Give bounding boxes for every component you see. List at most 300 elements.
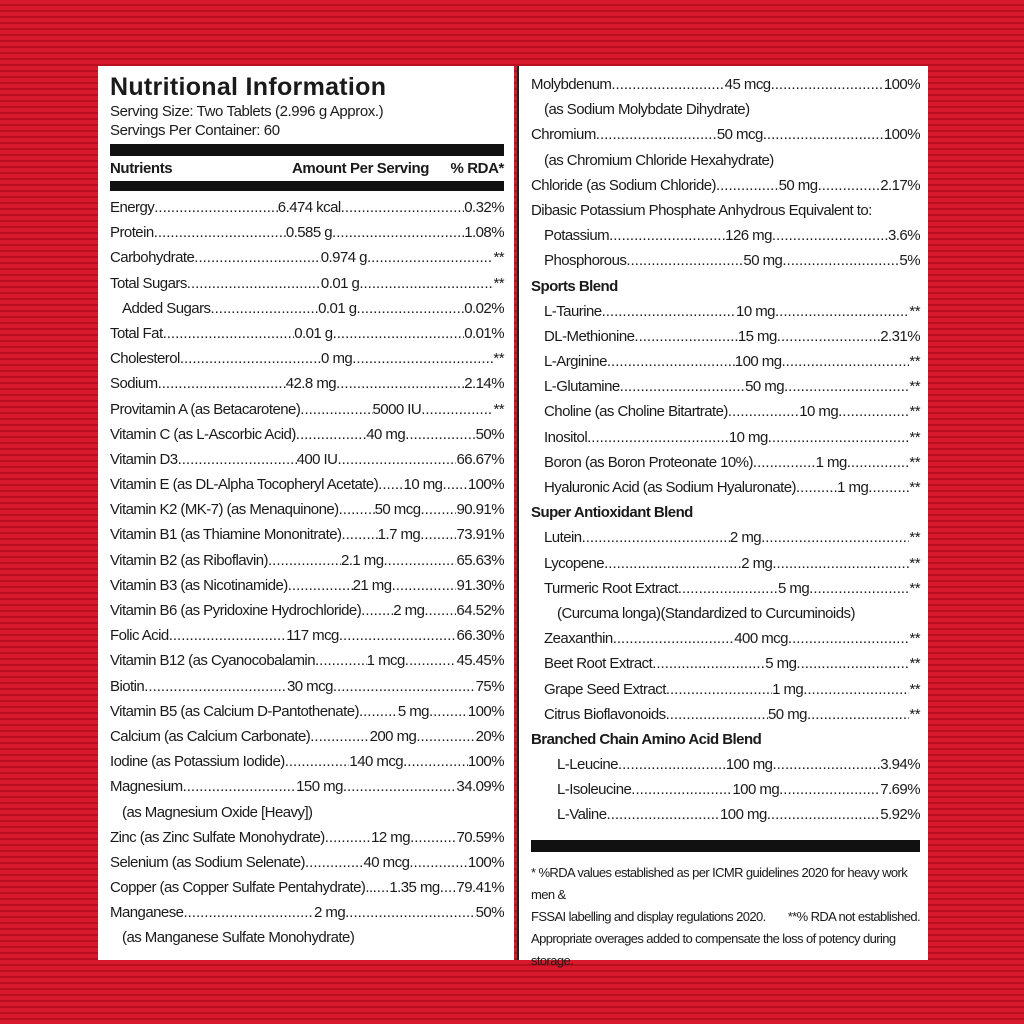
nutrient-rda: ** [909, 403, 921, 421]
nutrient-row [110, 598, 504, 623]
dot-leader [268, 548, 341, 573]
footnote-line: Appropriate overages added to compensate the loss of potency during storage. [531, 930, 896, 968]
nutrient-rda: 90.91% [456, 501, 505, 519]
nutrient-rda: ** [909, 630, 921, 648]
dot-leader [788, 626, 910, 651]
nutrient-amount: 0 mg [321, 350, 353, 368]
nutrient-row [110, 422, 504, 447]
footnote-line: FSSAI labelling and display regulations 2020. [531, 908, 766, 924]
nutrient-rda: ** [493, 350, 504, 368]
serving-size: Serving Size: Two Tablets (2.996 g Approx.) [110, 103, 384, 120]
dot-leader [809, 576, 909, 601]
dot-leader [442, 472, 467, 497]
nutrient-rda: 1.08% [464, 224, 504, 242]
nutrient-label: Branched Chain Amino Acid Blend [531, 730, 762, 748]
nutrient-rda: ** [909, 453, 920, 471]
dot-leader [784, 374, 909, 399]
dot-leader [666, 677, 772, 702]
nutrient-row [110, 195, 504, 220]
nutrient-amount: 1 mg [815, 453, 847, 471]
dot-leader [582, 525, 730, 550]
nutrient-amount: 12 mg [371, 828, 411, 846]
nutrient-label: Folic Acid [110, 627, 169, 645]
nutrient-amount: 5000 IU [372, 400, 422, 418]
divider-bar [531, 840, 920, 852]
nutrient-label: Beet Root Extract [544, 655, 653, 673]
nutrient-label: Zeaxanthin [544, 630, 613, 648]
nutrient-rda: 50% [475, 425, 504, 443]
nutrient-label: Choline (as Choline Bitartrate) [544, 403, 728, 421]
nutrient-row [110, 623, 504, 648]
dot-leader [613, 626, 735, 651]
nutrient-amount: 21 mg [352, 576, 392, 594]
dot-leader [847, 450, 910, 475]
nutrient-row [531, 148, 920, 173]
nutrient-rda: ** [909, 479, 920, 496]
nutrient-rda: ** [909, 378, 920, 396]
dot-leader [868, 475, 909, 500]
dot-leader [618, 752, 726, 777]
dot-leader [359, 271, 493, 296]
nutrient-row [531, 248, 920, 273]
nutrient-label: Zinc (as Zinc Sulfate Monohydrate) [110, 828, 325, 846]
nutrient-amount: 126 mg [725, 227, 772, 245]
dot-leader [367, 245, 493, 270]
nutrient-label: Provitamin A (as Betacarotene) [110, 400, 301, 418]
nutrient-row [531, 324, 920, 349]
nutrient-row [531, 752, 920, 777]
nutrient-rda: 100% [467, 753, 504, 771]
dot-leader [421, 397, 493, 422]
nutrient-rda: 2.14% [464, 375, 504, 393]
nutrient-rda: 2.31% [880, 327, 920, 345]
nutrient-rda: ** [909, 529, 920, 547]
nutrient-label: Selenium (as Sodium Selenate) [110, 853, 305, 871]
nutrient-list-left [110, 195, 504, 951]
nutrient-rda: 70.59% [456, 828, 505, 846]
dot-leader [620, 374, 745, 399]
dot-leader [803, 677, 909, 702]
nutrient-row [531, 425, 920, 450]
nutrient-rda: 50% [475, 904, 505, 922]
dot-leader [325, 825, 371, 850]
dot-leader [782, 248, 899, 273]
dot-leader [384, 548, 457, 573]
nutrient-row [531, 450, 920, 475]
nutrient-amount: 100 mg [732, 781, 780, 799]
dot-leader [332, 220, 464, 245]
nutrient-rda: ** [493, 400, 505, 418]
dot-leader [345, 900, 476, 925]
nutrient-row [110, 271, 504, 296]
nutrient-row [110, 447, 504, 472]
nutrient-row [110, 573, 504, 598]
nutrient-label: Cholesterol [110, 350, 180, 368]
dot-leader [772, 551, 909, 576]
nutrient-row [110, 925, 504, 950]
nutrient-amount: 50 mg [768, 705, 807, 723]
nutrient-amount: 50 mcg [374, 501, 421, 519]
nutrient-amount: 15 mg [737, 327, 777, 345]
dot-leader [440, 875, 457, 900]
servings-per-container: Servings Per Container: 60 [110, 122, 280, 139]
nutrient-label: Manganese [110, 904, 184, 922]
nutrient-rda: 7.69% [880, 781, 921, 799]
dot-leader [607, 802, 720, 827]
nutrient-label: Vitamin B2 (as Riboflavin) [110, 551, 268, 569]
nutrient-row [110, 648, 504, 673]
nutrient-rda: 64.52% [456, 602, 504, 619]
nutrient-rda: 100% [467, 476, 505, 494]
nutrient-amount: 117 mcg [286, 627, 339, 645]
nutrient-label: Vitamin B6 (as Pyridoxine Hydrochloride) [110, 602, 362, 619]
nutrient-amount: 30 mcg [286, 677, 333, 695]
dot-leader [587, 425, 729, 450]
dot-leader [315, 648, 367, 673]
nutrient-row [531, 374, 920, 399]
dot-leader [333, 674, 476, 699]
dot-leader [339, 497, 375, 522]
dot-leader [768, 425, 910, 450]
nutrient-amount: 2 mg [393, 602, 425, 619]
nutrient-rda: ** [909, 554, 920, 572]
nutrient-row [110, 346, 504, 371]
dot-leader [392, 573, 457, 598]
nutrient-rda: 65.63% [456, 551, 505, 569]
nutrient-row [531, 97, 920, 122]
nutrient-amount: 5 mg [397, 702, 429, 720]
nutrient-amount: 2 mg [729, 529, 762, 547]
nutrient-row [531, 173, 920, 198]
nutrient-row [531, 475, 920, 500]
nutrient-label: Biotin [110, 677, 145, 695]
nutrient-rda: ** [909, 428, 921, 446]
nutrient-row [110, 674, 504, 699]
dot-leader [716, 173, 779, 198]
nutrient-label: L-Arginine [544, 353, 607, 371]
nutrient-label: L-Taurine [544, 302, 602, 320]
dot-leader [343, 774, 457, 799]
nutrient-rda: 34.09% [456, 778, 504, 796]
nutrient-label: Energy [110, 199, 155, 216]
dot-leader [300, 397, 372, 422]
nutrient-rda: 100% [883, 126, 920, 144]
dot-leader [771, 72, 884, 97]
dot-leader [728, 399, 799, 424]
nutrient-row [110, 296, 504, 321]
nutrient-label: Total Sugars [110, 274, 187, 292]
nutrient-rda: 79.41% [456, 879, 504, 897]
dot-leader [607, 349, 735, 374]
dot-leader [604, 551, 741, 576]
nutrient-label: Lutein [544, 529, 582, 547]
nutrient-row [531, 651, 920, 676]
nutrient-rda: 45.45% [456, 652, 505, 670]
dot-leader [678, 576, 778, 601]
nutrient-row [110, 749, 504, 774]
nutrient-amount: 2.1 mg [340, 551, 384, 569]
nutrient-label: Vitamin C (as L-Ascorbic Acid) [110, 425, 296, 443]
divider-bar [110, 144, 504, 156]
nutrient-label: Hyaluronic Acid (as Sodium Hyaluronate) [544, 479, 797, 496]
nutrient-label: L-Leucine [557, 756, 618, 774]
dot-leader [158, 371, 286, 396]
nutrient-label: Vitamin K2 (MK-7) (as Menaquinone) [110, 501, 339, 519]
nutrient-rda: 5% [899, 252, 920, 270]
nutrient-amount: 140 mcg [349, 753, 404, 771]
nutrient-label: Vitamin E (as DL-Alpha Tocopheryl Acetate) [110, 476, 379, 494]
dot-leader [288, 573, 353, 598]
nutrient-label: Phosphorous [544, 252, 627, 270]
nutrient-label: Vitamin B1 (as Thiamine Mononitrate) [110, 526, 342, 544]
nutrient-amount: 6.474 kcal [277, 199, 341, 216]
nutrient-label: L-Glutamine [544, 378, 620, 396]
dot-leader [424, 598, 456, 623]
dot-leader [775, 299, 909, 324]
nutrient-rda: 0.02% [464, 299, 505, 317]
nutrient-label: Copper (as Copper Sulfate Pentahydrate).. [110, 879, 373, 897]
nutrient-label: Lycopene [544, 554, 605, 572]
dot-leader [183, 900, 314, 925]
dot-leader [210, 296, 318, 321]
nutrient-amount: 40 mcg [363, 853, 410, 871]
dot-leader [772, 223, 888, 248]
page-title: Nutritional Information [110, 73, 387, 101]
nutrient-label: Carbohydrate [110, 249, 195, 267]
dot-leader [652, 651, 765, 676]
nutrient-rda: 2.17% [880, 176, 920, 194]
nutrient-label: Molybdenum [531, 76, 612, 93]
dot-leader [373, 875, 390, 900]
nutrient-amount: 50 mg [745, 378, 785, 396]
dot-leader [194, 245, 320, 270]
nutrient-rda: ** [909, 705, 920, 723]
nutrient-label: Inositol [544, 428, 588, 446]
dot-leader [596, 122, 717, 147]
nutrient-label: (as Magnesium Oxide [Heavy]) [122, 803, 313, 821]
nutrient-label: Super Antioxidant Blend [531, 504, 693, 522]
nutrient-label: Added Sugars [122, 299, 211, 317]
dot-leader [409, 850, 467, 875]
nutrient-amount: 100 mg [720, 806, 767, 824]
dot-leader [187, 271, 321, 296]
nutrient-rda: 3.94% [880, 756, 920, 774]
nutrient-row [110, 900, 504, 925]
dot-leader [403, 749, 468, 774]
col-amount: Amount Per Serving [292, 160, 429, 177]
nutrient-row [110, 875, 504, 900]
dot-leader [296, 422, 366, 447]
nutrient-row [110, 548, 504, 573]
nutrient-amount: 0.01 g [294, 324, 333, 342]
nutrient-label: L-Isoleucine [557, 781, 632, 799]
dot-leader [163, 321, 295, 346]
nutrient-amount: 1.35 mg [389, 879, 440, 897]
nutrient-amount: 100 mg [734, 353, 782, 371]
nutrient-label: Iodine (as Potassium Iodide) [110, 753, 285, 771]
nutrient-row [110, 522, 504, 547]
nutrient-label: Boron (as Boron Proteonate 10%) [544, 453, 753, 471]
dot-leader [178, 447, 297, 472]
nutrient-amount: 2 mg [741, 554, 773, 572]
nutrient-label: DL-Methionine [544, 327, 635, 345]
nutrient-rda: 91.30% [456, 576, 505, 594]
nutrient-amount: 5 mg [778, 579, 810, 597]
nutrient-rda: 3.6% [888, 227, 920, 245]
nutrient-row [110, 800, 504, 825]
dot-leader [405, 648, 457, 673]
dot-leader [807, 702, 909, 727]
dot-leader [634, 324, 737, 349]
dot-leader [772, 752, 880, 777]
nutrient-label: Turmeric Root Extract [544, 579, 678, 597]
dot-leader [361, 598, 393, 623]
nutrient-row [110, 850, 504, 875]
nutrient-label: L-Valine [557, 806, 607, 824]
nutrient-amount: 150 mg [296, 778, 343, 796]
nutrient-label: Potassium [544, 227, 610, 245]
nutrient-amount: 0.585 g [285, 224, 333, 242]
dot-leader [609, 223, 725, 248]
nutrient-label: Vitamin D3 [110, 450, 178, 468]
nutrient-label: Total Fat [110, 324, 163, 342]
dot-leader [169, 623, 287, 648]
dot-leader [782, 349, 910, 374]
dot-leader [416, 724, 475, 749]
nutrient-row [531, 349, 920, 374]
nutrient-label: Vitamin B5 (as Calcium D-Pantothenate) [110, 702, 359, 720]
dot-leader [339, 623, 457, 648]
nutrient-amount: 40 mg [366, 425, 406, 443]
nutrient-label: Citrus Bioflavonoids [544, 705, 666, 723]
dot-leader [352, 346, 493, 371]
nutrient-row [110, 774, 504, 799]
nutrient-row [110, 724, 504, 749]
nutrient-row [531, 72, 920, 97]
nutrient-label: Chromium [531, 126, 596, 144]
nutrition-panel-right [517, 66, 928, 968]
nutrition-panel-left [98, 66, 514, 960]
dot-leader [631, 777, 732, 802]
nutrient-row [531, 601, 920, 626]
nutrient-label: (as Sodium Molybdate Dihydrate) [544, 101, 750, 119]
footnote-line: **% RDA not established. [787, 908, 920, 924]
nutrient-rda: ** [909, 680, 921, 698]
nutrient-label: Vitamin B3 (as Nicotinamide) [110, 576, 288, 594]
dot-leader [420, 522, 456, 547]
nutrient-rda: ** [909, 579, 920, 597]
dot-leader [310, 724, 369, 749]
nutrient-amount: 400 IU [296, 450, 338, 468]
nutrient-label: (as Manganese Sulfate Monohydrate) [122, 929, 355, 947]
dot-leader [359, 699, 398, 724]
dot-leader [838, 399, 909, 424]
nutrient-amount: 0.01 g [320, 274, 360, 292]
nutrient-row [531, 677, 920, 702]
blend-heading [531, 727, 920, 752]
nutrient-row [531, 626, 920, 651]
col-nutrients: Nutrients [110, 160, 173, 177]
dot-leader [626, 248, 743, 273]
nutrient-row [531, 576, 920, 601]
column-header [110, 156, 504, 181]
dot-leader [763, 122, 884, 147]
nutrient-row [531, 702, 920, 727]
dot-leader [305, 850, 363, 875]
dot-leader [779, 777, 880, 802]
dot-leader [336, 371, 464, 396]
nutrient-amount: 50 mg [743, 252, 783, 270]
dot-leader [767, 802, 880, 827]
nutrient-label: Grape Seed Extract [544, 680, 666, 698]
nutrient-rda: 0.32% [464, 199, 505, 216]
dot-leader [144, 674, 287, 699]
nutrient-amount: 50 mg [778, 176, 818, 194]
dot-leader [180, 346, 321, 371]
nutrient-row [110, 220, 504, 245]
nutrient-amount: 1 mcg [366, 652, 405, 670]
dot-leader [796, 651, 909, 676]
footnote [531, 862, 920, 972]
nutrient-row [531, 223, 920, 248]
divider-bar [110, 181, 504, 191]
dot-leader [357, 296, 465, 321]
dot-leader [753, 450, 816, 475]
dot-leader [285, 749, 350, 774]
dot-leader [796, 475, 837, 500]
nutrient-rda: 73.91% [456, 526, 505, 544]
nutrient-label: Vitamin B12 (as Cyanocobalamin [110, 652, 316, 670]
dot-leader [341, 522, 377, 547]
nutrient-label: (Curcuma longa)(Standardized to Curcuminoids) [557, 604, 855, 622]
nutrient-rda: 100% [467, 702, 504, 720]
nutrient-label: Calcium (as Calcium Carbonate) [110, 727, 311, 745]
nutrient-amount: 2 mg [313, 904, 346, 922]
nutrient-row [110, 825, 504, 850]
nutrient-amount: 42.8 mg [285, 375, 337, 393]
nutrient-row [110, 397, 504, 422]
nutrient-row [110, 699, 504, 724]
dot-leader [410, 825, 456, 850]
nutrient-rda: 75% [475, 677, 504, 695]
nutrient-row [531, 802, 920, 827]
nutrient-label: Magnesium [110, 778, 183, 796]
nutrient-rda: 66.30% [456, 627, 505, 645]
nutrient-rda: 20% [475, 727, 505, 745]
nutrient-rda: ** [909, 353, 920, 371]
dot-leader [405, 422, 475, 447]
nutrient-row [531, 551, 920, 576]
blend-heading [531, 500, 920, 525]
dot-leader [818, 173, 881, 198]
dot-leader [341, 195, 465, 220]
dot-leader [761, 525, 909, 550]
nutrient-amount: 100 mg [725, 756, 773, 774]
col-rda: % RDA* [450, 160, 504, 177]
nutrient-label: Dibasic Potassium Phosphate Anhydrous Equivalent to: [531, 201, 872, 219]
nutrient-amount: 5 mg [765, 655, 797, 673]
nutrient-row [110, 371, 504, 396]
dot-leader [666, 702, 768, 727]
dot-leader [777, 324, 880, 349]
dot-leader [378, 472, 403, 497]
dot-leader [611, 72, 724, 97]
nutrient-rda: 100% [467, 853, 504, 871]
nutrient-row [110, 472, 504, 497]
nutrient-rda: ** [909, 302, 920, 320]
nutrient-amount: 45 mcg [724, 76, 771, 93]
nutrient-row [110, 321, 504, 346]
